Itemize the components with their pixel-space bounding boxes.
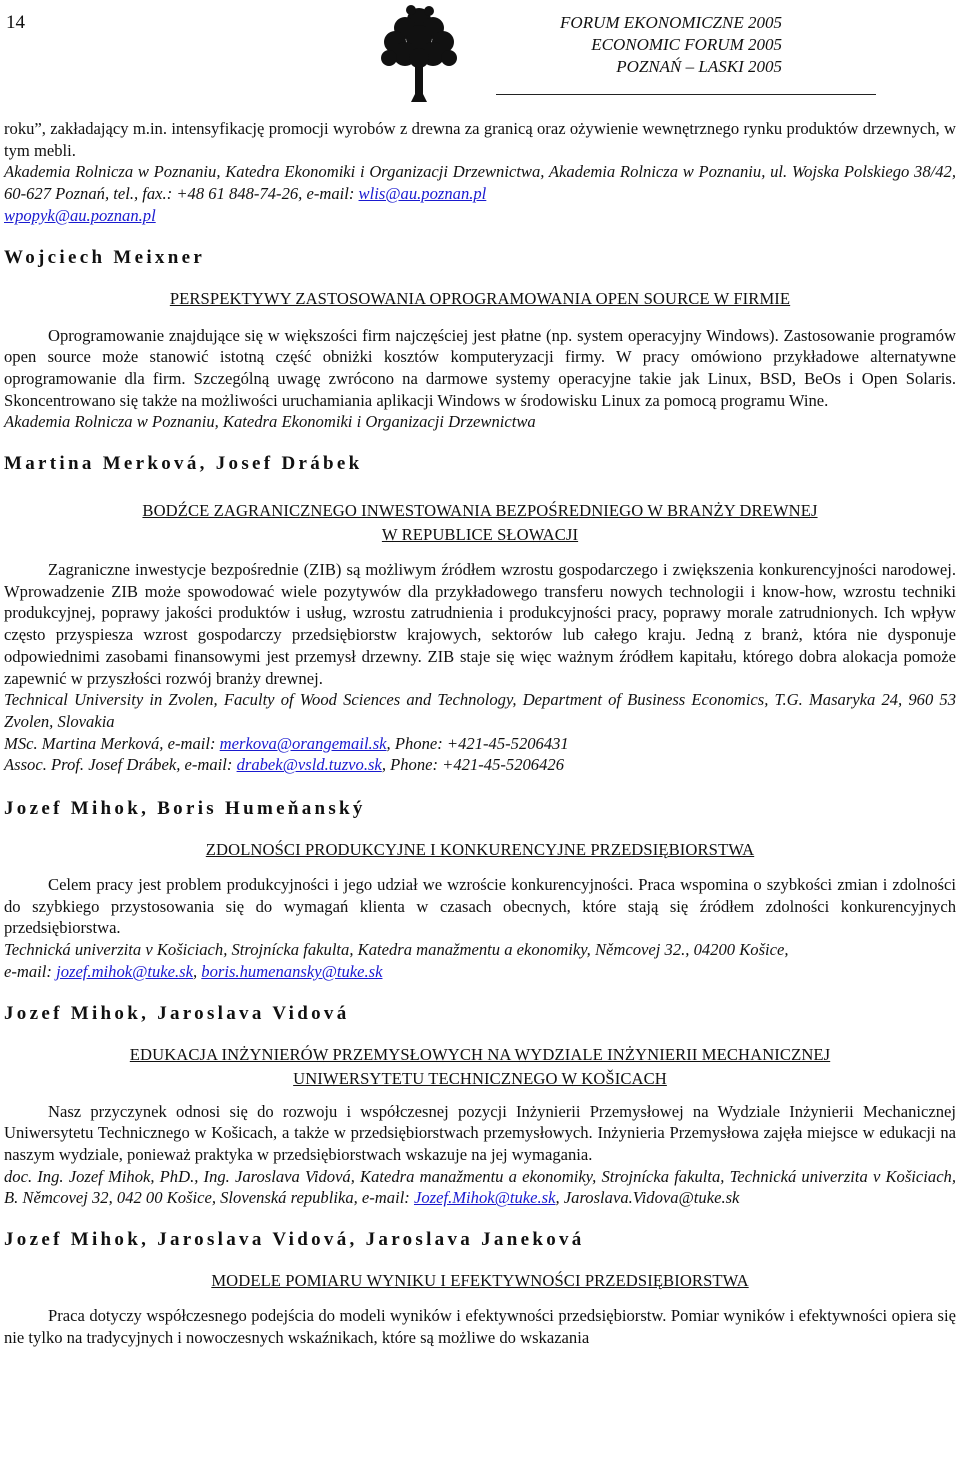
contact-1-suffix: , Phone: +421-45-5206431 [386,733,569,753]
article-4-email-1[interactable]: Jozef.Mihok@tuke.sk [413,1188,556,1208]
article-4-abstract-part-2: Uniwersytetu Technicznego w Košicach, a także w przedsiębiorstwach przemysłowych. Inżynieria Przemysłowa zajęła miejsce w edukacji na naszym wydziale, ponieważ praktyka w przedsiębiorstwach wskazuje na jej wymagania. [4,1123,956,1164]
article-5-author: Jozef Mihok, Jaroslava Vidová, Jaroslava Janeková [4,1229,585,1251]
article-3-abstract: Celem pracy jest problem produkcyjności i jego udział we wzroście konkurencyjności. Praca wspomina o szybkości zmian i zdolności do szybkiego przystosowania się do wymagań klienta w czasach obecnych, które stają się źródłem zdolności konkurencyjnych przedsiębiorstwa. [4,875,956,938]
article-4-title-line-2: UNIWERSYTETU TECHNICZNEGO W KOŠICACH [293,1068,667,1088]
article-2-title-line-1: BODŹCE ZAGRANICZNEGO INWESTOWANIA BEZPOŚREDNIEGO W BRANŻY DREWNEJ [142,501,818,521]
article-2-author: Martina Merková, Josef Drábek [4,453,363,475]
article-1-affiliation: Akademia Rolnicza w Poznaniu, Katedra Ekonomiki i Organizacji Drzewnictwa [4,412,536,432]
article-1-author: Wojciech Meixner [4,246,206,268]
article-3-author: Jozef Mihok, Boris Humeňanský [4,798,366,820]
header-line-1: FORUM EKONOMICZNE 2005 [560,13,782,32]
contact-2-suffix: , Phone: +421-45-5206426 [381,755,564,775]
article-3-email-2[interactable]: boris.humenansky@tuke.sk [201,961,383,981]
article-4-affiliation-text: doc. Ing. Jozef Mihok, PhD., Ing. Jaroslava Vidová, Katedra manažmentu a ekonomiky, Strojnícka fakulta, Technická univerzita v Košiciach, B. Němcovej 32, 042 00 Košice, Slovenská republika, e-mail: [4,1166,956,1208]
contact-1-prefix: MSc. Martina Merková, e-mail: [4,733,220,753]
article-4-title [4,1043,956,1091]
article-3-emails [4,961,956,983]
article-2-affiliation: Technical University in Zvolen, Faculty of Wood Sciences and Technology, Department of Business Economics, T.G. Masaryka 24, 960 53 Zvolen, Slovakia [4,690,956,731]
page-number: 14 [6,12,25,33]
article-5-title: MODELE POMIARU WYNIKU I EFEKTYWNOŚCI PRZEDSIĘBIORSTWA [211,1271,749,1291]
article-5-abstract: Praca dotyczy współczesnego podejścia do modeli wyników i efektywności przedsiębiorstw. Pomiar wyników i efektywności opiera się nie tylko na tradycyjnych i nowoczesnych wskaźnikach, które są możliwe do wskazania [4,1306,956,1347]
contact-2-prefix: Assoc. Prof. Josef Drábek, e-mail: [4,755,237,775]
tree-icon [371,4,467,104]
header-line-3: POZNAŃ – LASKI 2005 [616,57,782,76]
header-line-2: ECONOMIC FORUM 2005 [591,35,782,54]
intro-text: roku”, zakładający m.in. intensyfikację promocji wyrobów z drewna za granicą oraz ożywienie wewnętrznego rynku produktów drzewnych, w tym mebli. [4,119,956,160]
contact-1-email[interactable]: merkova@orangemail.sk [219,733,387,753]
article-4-email-2: Jaroslava.Vidova@tuke.sk [563,1188,740,1208]
intro-affiliation-text: Akademia Rolnicza w Poznaniu, Katedra Ekonomiki i Organizacji Drzewnictwa, Akademia Rolnicza w Poznaniu, ul. Wojska Polskiego 38/42, 60-627 Poznań, tel., fax.: +48 61 848-74-26, e-mail: [4,162,956,204]
article-2-contact-2 [4,754,956,776]
running-header [560,12,782,78]
intro-affiliation [4,161,956,226]
article-2-abstract: Zagraniczne inwestycje bezpośrednie (ZIB) są możliwym źródłem wzrostu gospodarczego i zwiększenia konkurencyjności narodowej. Wprowadzenie ZIB może spowodować wiele pozytywów dla przykładowego transferu nowych technologii i know-how, wzrostu techniki produkcyjnej, poprawy jakości produktów i usług, wzrostu zatrudnienia i produkcyjności pracy, poprawy morale zatrudnionych. Ich wpływ często przyspiesza wzrost gospodarczy przedsiębiorstw krajowych, sektorów lub całego kraju. Jedną z branż, która nie dysponuje odpowiednimi zasobami finansowymi jest przemysł drzewny. ZIB staje się więc ważnym źródłem kapitału, którego dobra alokacja pomoże zapewnić w przyszłości rozwój branży drewnej. [4,560,956,688]
article-2-title [4,499,956,547]
page-content [4,118,956,1349]
article-3-affiliation: Technická univerzita v Košiciach, Strojnícka fakulta, Katedra manažmentu a ekonomiky, Němcovej 32., 04200 Košice, [4,940,789,960]
article-3-email-sep: , [193,961,202,981]
article-1-abstract: Oprogramowanie znajdujące się w większości firm najczęściej jest płatne (np. system operacyjny Windows). Zastosowanie programów open source może stanowić istotną część obniżki kosztów komputeryzacji firmy. W pracy omówiono przykładowe alternatywne oprogramowanie dla firm. Szczególną uwagę zwrócono na darmowe systemy operacyjne takie jak Linux, BSD, BeOs i Open Solaris. Skoncentrowano się także na możliwości uruchamiania aplikacji Windows w środowisku Linux za pomocą programu Wine. [4,325,956,410]
intro-email-2[interactable]: wpopyk@au.poznan.pl [4,205,156,225]
article-1-title: PERSPEKTYWY ZASTOSOWANIA OPROGRAMOWANIA OPEN SOURCE W FIRMIE [169,288,791,308]
article-4-author: Jozef Mihok, Jaroslava Vidová [4,1002,350,1024]
article-3-title: ZDOLNOŚCI PRODUKCYJNE I KONKURENCYJNE PRZEDSIĘBIORSTWA [205,840,755,860]
article-3-email-prefix: e-mail: [4,961,57,981]
article-2-title-line-2: W REPUBLICE SŁOWACJI [381,525,579,545]
contact-2-email[interactable]: drabek@vsld.tuzvo.sk [236,755,382,775]
intro-email-1[interactable]: wlis@au.poznan.pl [358,184,487,204]
article-3-email-1[interactable]: jozef.mihok@tuke.sk [56,961,193,981]
article-4-abstract [4,1101,956,1166]
article-4-title-line-1: EDUKACJA INŻYNIERÓW PRZEMYSŁOWYCH NA WYDZIALE INŻYNIERII MECHANICZNEJ [129,1044,831,1064]
header-rule [496,94,876,95]
article-2-contact-1 [4,733,956,755]
article-4-email-sep: , [555,1188,564,1208]
article-4-affiliation [4,1166,956,1209]
article-4-abstract-part-1: Nasz przyczynek odnosi się do rozwoju i współczesnej pozycji Inżynierii Przemysłowej na Wydziale Inżynierii Mechanicznej [48,1101,956,1121]
